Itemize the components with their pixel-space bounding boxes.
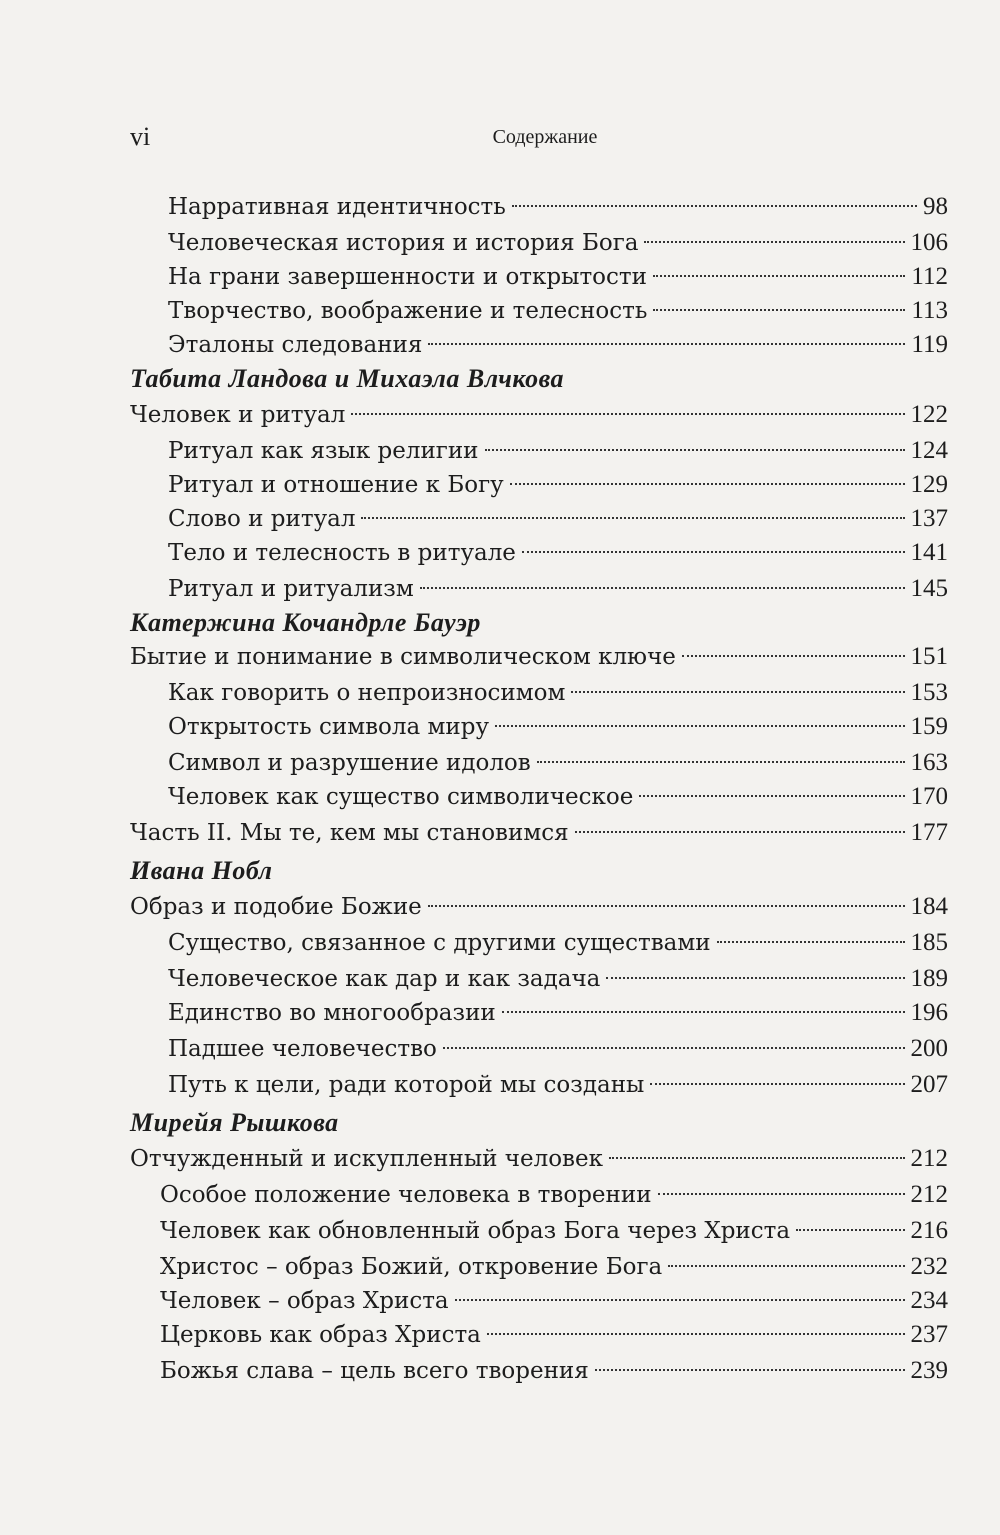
toc-entry[interactable] xyxy=(168,294,948,328)
toc-entry-page: 163 xyxy=(910,749,948,776)
toc-entry[interactable] xyxy=(168,676,948,710)
toc-entry-title: На грани завершенности и открытости xyxy=(168,264,647,290)
toc-entry-title: Единство во многообразии xyxy=(168,1000,496,1026)
toc-entry-title: Божья слава – цель всего творения xyxy=(160,1358,589,1384)
toc-entry-page: 141 xyxy=(910,539,948,566)
toc-entry-title: Часть II. Мы те, кем мы становимся xyxy=(130,820,569,846)
toc-entry[interactable] xyxy=(168,190,948,224)
toc-entry-page: 207 xyxy=(910,1071,948,1098)
toc-entry-title: Особое положение человека в творении xyxy=(160,1182,652,1208)
dot-leader xyxy=(495,725,904,727)
toc-entry-title: Открытость символа миру xyxy=(168,714,490,740)
toc-entry[interactable] xyxy=(168,962,948,996)
toc-entry-page: 232 xyxy=(910,1253,948,1280)
toc-entry-page: 196 xyxy=(910,999,948,1026)
dot-leader xyxy=(485,449,905,451)
dot-leader xyxy=(595,1369,905,1371)
toc-entry[interactable] xyxy=(160,1354,948,1388)
toc-entry[interactable] xyxy=(160,1284,948,1318)
toc-entry-page: 106 xyxy=(910,229,948,256)
dot-leader xyxy=(510,483,905,485)
toc-entry-title: Ритуал и ритуализм xyxy=(168,576,414,602)
toc-entry-page: 159 xyxy=(910,713,948,740)
dot-leader xyxy=(512,205,917,207)
dot-leader xyxy=(575,831,905,833)
toc-entry-title: Человек – образ Христа xyxy=(160,1288,449,1314)
dot-leader xyxy=(668,1265,904,1267)
dot-leader xyxy=(351,413,904,415)
toc-entry[interactable] xyxy=(168,1032,948,1066)
toc-entry-page: 151 xyxy=(910,643,948,670)
toc-entry-title: Эталоны следования xyxy=(168,332,423,358)
toc-entry-page: 124 xyxy=(910,437,948,464)
toc-entry[interactable] xyxy=(168,746,948,780)
toc-entry-title: Христос – образ Божий, откровение Бога xyxy=(160,1254,663,1280)
toc-entry-title: Путь к цели, ради которой мы созданы xyxy=(168,1072,645,1098)
toc-entry-title: Человек и ритуал xyxy=(130,402,346,428)
running-title: Содержание xyxy=(492,126,598,148)
dot-leader xyxy=(571,691,904,693)
toc-entry[interactable] xyxy=(168,780,948,814)
toc-entry[interactable] xyxy=(130,890,948,924)
dot-leader xyxy=(606,977,904,979)
toc-entry-page: 129 xyxy=(910,471,948,498)
running-head xyxy=(0,122,1000,156)
toc-entry-page: 239 xyxy=(910,1357,948,1384)
toc-entry[interactable] xyxy=(130,640,948,674)
dot-leader xyxy=(428,905,905,907)
toc-entry-title: Существо, связанное с другими существами xyxy=(168,930,711,956)
toc-entry-title: Образ и подобие Божие xyxy=(130,894,422,920)
toc-entry-title: Человеческая история и история Бога xyxy=(168,230,639,256)
dot-leader xyxy=(609,1157,905,1159)
dot-leader xyxy=(455,1299,905,1301)
dot-leader xyxy=(658,1193,905,1195)
toc-entry-title: Падшее человечество xyxy=(168,1036,437,1062)
toc-entry-page: 137 xyxy=(910,505,948,532)
toc-entry-title: Как говорить о непроизносимом xyxy=(168,680,566,706)
dot-leader xyxy=(487,1333,905,1335)
toc-entry-page: 234 xyxy=(910,1287,948,1314)
toc-entry-title: Человек как существо символическое xyxy=(168,784,634,810)
toc-entry-title: Ритуал как язык религии xyxy=(168,438,479,464)
toc-entry-page: 177 xyxy=(910,819,948,846)
author-heading: Катержина Кочандрле Бауэр xyxy=(130,608,481,637)
toc-entry[interactable] xyxy=(168,226,948,260)
dot-leader xyxy=(361,517,904,519)
toc-entry[interactable] xyxy=(168,328,948,362)
toc-entry-title: Символ и разрушение идолов xyxy=(168,750,531,776)
toc-entry-page: 200 xyxy=(910,1035,948,1062)
toc-entry-page: 119 xyxy=(911,331,948,358)
toc-entry[interactable] xyxy=(168,926,948,960)
toc-entry[interactable] xyxy=(130,398,948,432)
toc-entry[interactable] xyxy=(168,434,948,468)
dot-leader xyxy=(443,1047,905,1049)
toc-entry-title: Творчество, воображение и телесность xyxy=(168,298,648,324)
toc-entry-title: Ритуал и отношение к Богу xyxy=(168,472,504,498)
toc-entry-title: Тело и телесность в ритуале xyxy=(168,540,516,566)
toc-entry-page: 212 xyxy=(910,1145,948,1172)
dot-leader xyxy=(682,655,905,657)
author-heading: Мирейя Рышкова xyxy=(130,1108,339,1137)
dot-leader xyxy=(653,309,905,311)
toc-entry-page: 112 xyxy=(911,263,948,290)
toc-entry[interactable] xyxy=(168,710,948,744)
author-heading: Табита Ландова и Михаэла Влчкова xyxy=(130,364,565,393)
toc-entry[interactable] xyxy=(168,996,948,1030)
toc-entry[interactable] xyxy=(168,260,948,294)
toc-entry-page: 170 xyxy=(910,783,948,810)
dot-leader xyxy=(537,761,905,763)
dot-leader xyxy=(428,343,905,345)
toc-entry-page: 212 xyxy=(910,1181,948,1208)
toc-entry[interactable] xyxy=(168,572,948,606)
toc-entry-title: Человек как обновленный образ Бога через Христа xyxy=(160,1218,791,1244)
dot-leader xyxy=(796,1229,904,1231)
toc-entry-page: 216 xyxy=(910,1217,948,1244)
dot-leader xyxy=(502,1011,905,1013)
toc-entry-title: Человеческое как дар и как задача xyxy=(168,966,601,992)
dot-leader xyxy=(644,241,904,243)
toc-entry-title: Бытие и понимание в символическом ключе xyxy=(130,644,676,670)
toc-entry[interactable] xyxy=(160,1178,948,1212)
toc-entry-title: Отчужденный и искупленный человек xyxy=(130,1146,603,1172)
toc-entry[interactable] xyxy=(168,536,948,570)
dot-leader xyxy=(639,795,904,797)
toc-entry[interactable] xyxy=(168,502,948,536)
toc-entry-page: 122 xyxy=(910,401,948,428)
toc-entry[interactable] xyxy=(168,1068,948,1102)
toc-entry-title: Нарративная идентичность xyxy=(168,194,506,220)
toc-entry[interactable] xyxy=(160,1250,948,1284)
toc-entry-page: 98 xyxy=(923,193,948,220)
toc-entry-page: 113 xyxy=(911,297,948,324)
toc-entry-page: 189 xyxy=(910,965,948,992)
author-heading: Ивана Нобл xyxy=(130,856,273,885)
dot-leader xyxy=(650,1083,904,1085)
toc-entry-page: 184 xyxy=(910,893,948,920)
toc-entry[interactable] xyxy=(160,1318,948,1352)
toc-entry-page: 145 xyxy=(910,575,948,602)
toc-entry-title: Слово и ритуал xyxy=(168,506,356,532)
dot-leader xyxy=(653,275,905,277)
dot-leader xyxy=(717,941,905,943)
toc-entry-title: Церковь как образ Христа xyxy=(160,1322,481,1348)
toc-entry-page: 237 xyxy=(910,1321,948,1348)
toc-entry[interactable] xyxy=(130,1142,948,1176)
toc-entry-page: 185 xyxy=(910,929,948,956)
toc-entry[interactable] xyxy=(168,468,948,502)
dot-leader xyxy=(420,587,905,589)
page-number: vi xyxy=(130,122,151,151)
dot-leader xyxy=(522,551,905,553)
toc-entry[interactable] xyxy=(160,1214,948,1248)
toc-entry-page: 153 xyxy=(910,679,948,706)
toc-entry[interactable] xyxy=(130,816,948,850)
